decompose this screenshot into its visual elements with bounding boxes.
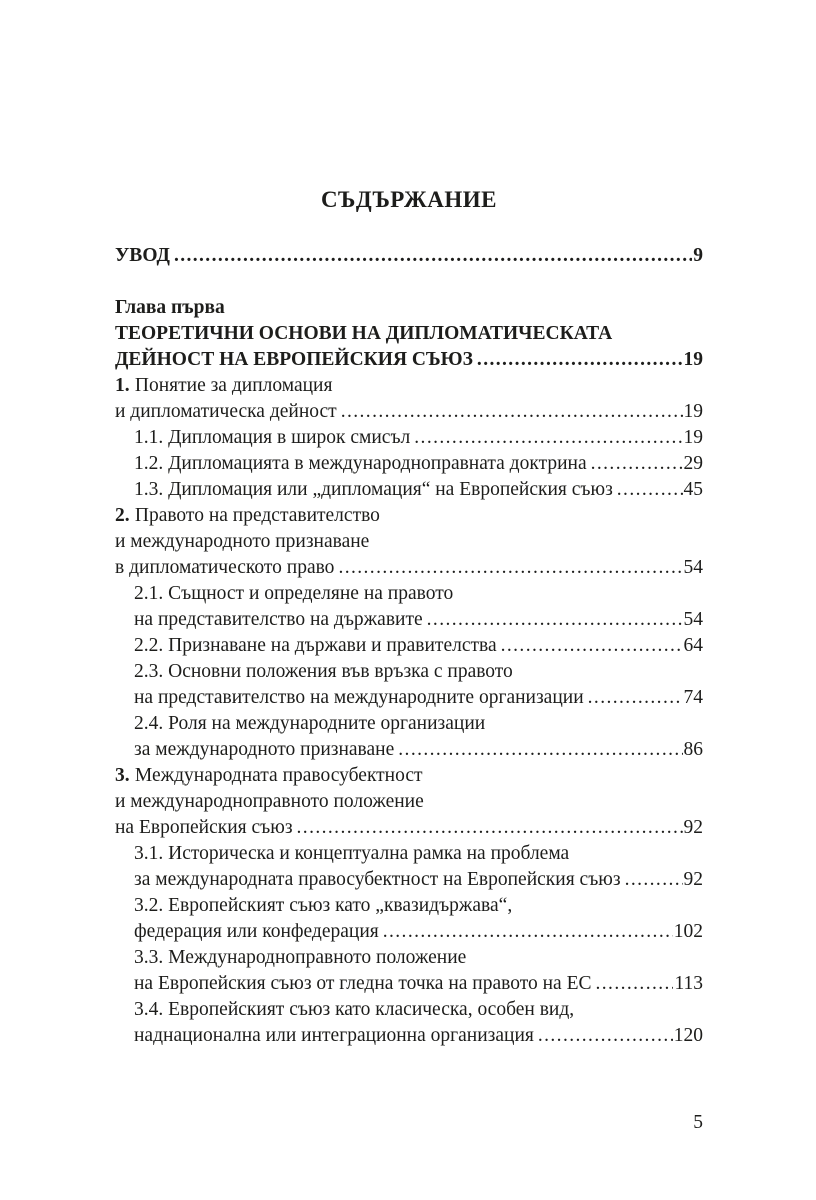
dot-leader [477, 347, 683, 373]
toc-line-text: на представителство на държавите [134, 609, 423, 630]
toc-line-text: и международноправното положение [115, 791, 424, 812]
toc-line [115, 867, 703, 893]
toc-line-text: федерация или конфедерация [134, 921, 379, 942]
toc-line-page: 64 [683, 635, 703, 656]
toc-line-page: 92 [683, 817, 703, 838]
dot-leader [501, 633, 683, 659]
toc-line-text: УВОД [115, 245, 170, 266]
toc-line [115, 503, 703, 529]
toc-line-text: ДЕЙНОСТ НА ЕВРОПЕЙСКИЯ СЪЮЗ [115, 349, 473, 370]
toc-line-text: и дипломатическа дейност [115, 401, 337, 422]
dot-leader [297, 815, 683, 841]
toc-line [115, 763, 703, 789]
toc-line-page: 74 [683, 687, 703, 708]
toc-line-text: Международната правосубектност [134, 765, 423, 786]
toc-line [115, 555, 703, 581]
toc-line-text: Понятие за дипломация [134, 375, 333, 396]
toc-line-text: 1.1. Дипломация в широк смисъл [134, 427, 411, 448]
toc-line-page: 45 [683, 479, 703, 500]
dot-leader [398, 737, 682, 763]
toc-line-text: Глава първа [115, 297, 225, 318]
toc-list [115, 243, 703, 1049]
dot-leader [383, 919, 673, 945]
page-title: СЪДЪРЖАНИЕ [320, 187, 498, 212]
toc-line [115, 659, 703, 685]
toc-line-text: на Европейския съюз от гледна точка на правото на ЕС [134, 973, 592, 994]
toc-line-text: в дипломатическото право [115, 557, 335, 578]
toc-line [115, 1023, 703, 1049]
toc-line [115, 685, 703, 711]
toc-line-text: 3.3. Международноправното положение [134, 947, 467, 968]
dot-leader [591, 451, 683, 477]
toc-line [115, 607, 703, 633]
dot-leader [174, 243, 692, 269]
toc-line-text: Правото на представителство [134, 505, 380, 526]
toc-line [115, 815, 703, 841]
toc-line-text: 1.2. Дипломацията в международноправната доктрина [134, 453, 587, 474]
dot-leader [588, 685, 683, 711]
dot-leader [338, 555, 682, 581]
dot-leader [341, 399, 683, 425]
toc-line-text: за международната правосубектност на Европейския съюз [134, 869, 621, 890]
toc-line [115, 347, 703, 373]
toc-line [115, 919, 703, 945]
toc-line-text: 2.1. Същност и определяне на правото [134, 583, 454, 604]
toc-line [115, 477, 703, 503]
toc-line [115, 789, 703, 815]
toc-line-text: 1.3. Дипломация или „дипломация“ на Европейския съюз [134, 479, 613, 500]
dot-leader [414, 425, 682, 451]
toc-line [115, 399, 703, 425]
toc-line [115, 425, 703, 451]
toc-line-page: 29 [683, 453, 703, 474]
toc-line-text: 2.3. Основни положения във връзка с правото [134, 661, 513, 682]
toc-line-page: 54 [683, 557, 703, 578]
toc-line [115, 971, 703, 997]
toc-line-page: 86 [683, 739, 703, 760]
toc-line-page: 92 [683, 869, 703, 890]
toc-line-page: 19 [683, 349, 703, 370]
toc-line [115, 711, 703, 737]
toc-line-page: 113 [674, 973, 703, 994]
toc-line-prefix: 2. [115, 505, 130, 526]
toc-line [115, 997, 703, 1023]
toc-line [115, 321, 703, 347]
toc-line-page: 120 [673, 1025, 703, 1046]
toc-line-text: 3.2. Европейският съюз като „квазидържава“, [134, 895, 513, 916]
toc-line [115, 373, 703, 399]
toc-line-text: 3.4. Европейският съюз като класическа, особен вид, [134, 999, 575, 1020]
toc-line-text: и международното признаване [115, 531, 370, 552]
toc-line [115, 841, 703, 867]
toc-line-prefix: 1. [115, 375, 130, 396]
toc-line [115, 529, 703, 555]
toc-line-page: 19 [683, 427, 703, 448]
toc-line-text: на представителство на международните организации [134, 687, 584, 708]
toc-line-text: 2.4. Роля на международните организации [134, 713, 486, 734]
dot-leader [625, 867, 683, 893]
toc-line-page: 54 [683, 609, 703, 630]
toc-line-text: ТЕОРЕТИЧНИ ОСНОВИ НА ДИПЛОМАТИЧЕСКАТА [115, 323, 613, 344]
toc-line-page: 102 [673, 921, 703, 942]
toc-line-text: 2.2. Признаване на държави и правителства [134, 635, 497, 656]
page-number: 5 [693, 1112, 703, 1133]
toc-line [115, 945, 703, 971]
dot-leader [538, 1023, 673, 1049]
toc-line-prefix: 3. [115, 765, 130, 786]
toc-line [115, 893, 703, 919]
toc-line [115, 633, 703, 659]
toc-line-page: 19 [683, 401, 703, 422]
toc-line-text: наднационална или интеграционна организация [134, 1025, 534, 1046]
toc-line [115, 295, 703, 321]
toc-line-text: на Европейския съюз [115, 817, 293, 838]
toc-line [115, 451, 703, 477]
toc-line [115, 243, 703, 269]
dot-leader [596, 971, 674, 997]
dot-leader [617, 477, 683, 503]
toc-line [115, 581, 703, 607]
toc-line-text: 3.1. Историческа и концептуална рамка на проблема [134, 843, 570, 864]
toc-line-page: 9 [693, 245, 703, 266]
toc-line [115, 737, 703, 763]
dot-leader [427, 607, 683, 633]
toc-line-text: за международното признаване [134, 739, 395, 760]
